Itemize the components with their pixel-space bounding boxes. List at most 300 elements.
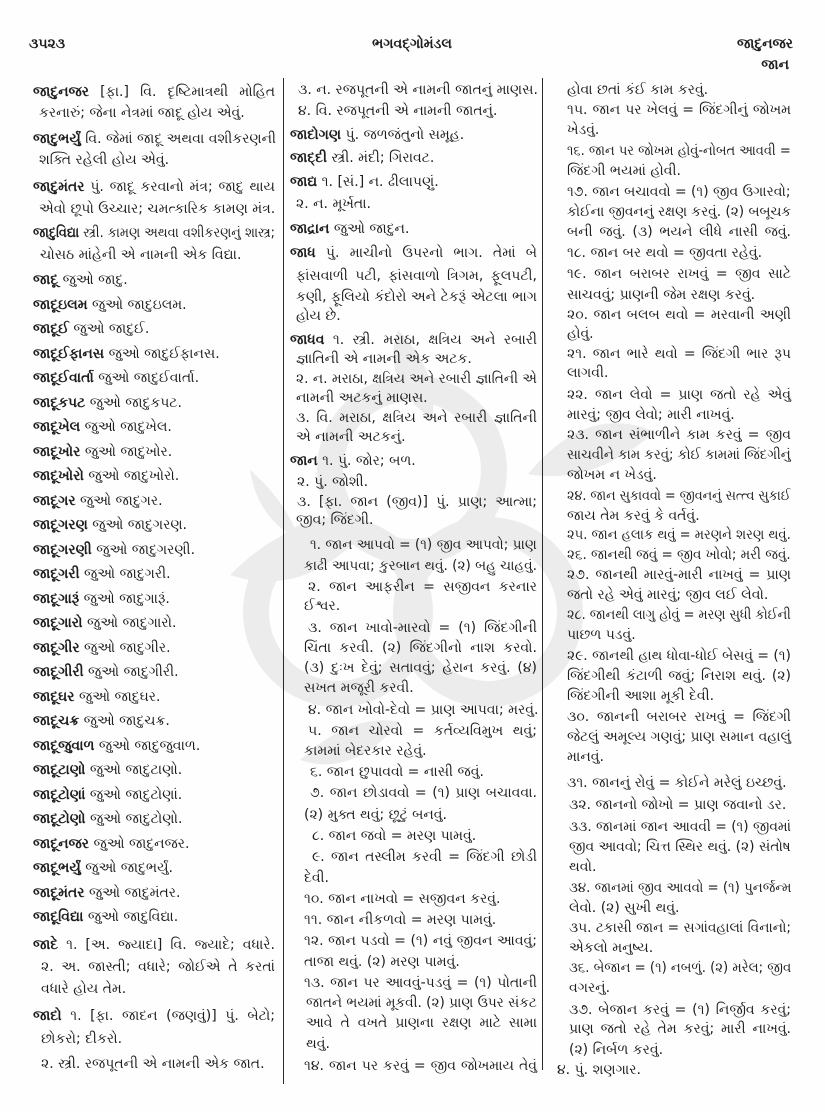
- line-text: ૩૨. જાનનો જોખો = પ્રાણ જવાનો ડર.: [569, 797, 787, 813]
- line-text: જોખમ ન ખેડવું.: [567, 467, 657, 483]
- definition-line: [557, 1060, 791, 1080]
- line-text: જુઓ જાદુઈ.: [68, 321, 150, 337]
- line-text: હોવા છતાં કંઈ કામ કરવું.: [567, 82, 709, 98]
- definition-line: [41, 1029, 275, 1049]
- definition-line: [567, 727, 789, 747]
- headword: જાદુભર્યું: [33, 131, 81, 147]
- definition-line: [567, 506, 791, 526]
- line-text: ૪. જાન ખોવો-દેવો = પ્રાણ આપવા; મરવું.: [308, 702, 539, 718]
- line-text: (૨) મુક્ત થવું; છૂટું બનવું.: [304, 807, 447, 823]
- line-text: ૨૭. જાનથી મારવું-મારી નાખવું = પ્રાણ: [567, 567, 791, 583]
- definition-line: [567, 545, 791, 565]
- dictionary-entry-line: [33, 82, 275, 102]
- headword: જાદૂકપટ: [33, 395, 86, 411]
- headword: જાદૂટોણાં: [33, 787, 86, 803]
- line-text: જાય તેમ કરવું કે વર્તવું.: [567, 508, 700, 524]
- definition-line: [567, 202, 792, 222]
- headword: જાદૂગારો: [33, 615, 83, 631]
- column-right: [557, 0, 792, 1112]
- definition-line: [312, 847, 537, 867]
- definition-line: [567, 305, 791, 325]
- definition-line: [40, 245, 275, 265]
- line-text: ૨. ન. મૂર્ખતા.: [296, 196, 372, 212]
- line-text: ૪. વિ. રજપૂતની એ નામની જાતનું.: [298, 103, 498, 119]
- column-divider-left: [283, 78, 284, 1084]
- line-text: સખત મજૂરી કરવી.: [304, 680, 414, 696]
- definition-line: [297, 492, 537, 512]
- definition-line: [567, 525, 791, 545]
- line-text: ૨૪. જાન સુકાવવો = જીવનનું સત્ત્વ સુકાઈ: [567, 488, 791, 504]
- line-text: ૩૦. જાનની બરાબર રાખવું = જિંદગી: [567, 709, 791, 725]
- definition-line: [304, 952, 537, 972]
- dictionary-entry-line: [33, 907, 275, 927]
- line-text: ૧૩. જાન પર આવવું-પડવું = (૧) પોતાની: [304, 975, 537, 991]
- line-text: એવો છૂપો ઉચ્ચાર; ચમત્કારિક કામણ મંત્ર.: [39, 201, 276, 217]
- dictionary-entry-line: [290, 330, 537, 350]
- line-text: (૨) નિર્બળ કરવું.: [569, 1042, 664, 1058]
- headword: જાદૂચક્ર: [33, 713, 80, 729]
- definition-line: [567, 405, 791, 425]
- headword: જાદૂખેલ: [33, 419, 81, 435]
- headword: જાદૂજુવાળ: [33, 738, 95, 754]
- line-text: ૧૮. જાન બર થવો = જીવતા રહેવું.: [567, 245, 763, 261]
- line-text: ૧૫. જાન પર ખેલવું = જિંદગીનું જોખમ: [567, 102, 791, 118]
- line-text: ૩૫. ટકાસી જાન = સગાંવહાલાં વિનાનો;: [569, 920, 791, 936]
- dictionary-entry-line: [290, 148, 537, 168]
- dictionary-entry-line: [33, 177, 275, 197]
- line-text: જુઓ જાદુમંતર.: [84, 885, 181, 901]
- line-text: જુઓ જાદુખોર.: [80, 444, 173, 460]
- definition-line: [567, 625, 791, 645]
- definition-line: [567, 385, 791, 405]
- line-text: કાઢી આપવા; કુરબાન થવું. (૨) બહુ ચાહવું.: [304, 558, 537, 574]
- definition-line: [567, 80, 791, 100]
- definition-line: [296, 388, 537, 408]
- definition-line: [567, 363, 791, 383]
- line-text: ૯. જાન તસ્લીમ કરવી = જિંદગી છોડી: [312, 849, 537, 865]
- definition-line: [312, 826, 537, 846]
- line-text: ૧૨. જાન પડવો = (૧) નવું જીવન આવવું;: [304, 933, 537, 949]
- definition-line: [308, 700, 537, 720]
- dictionary-entry-line: [33, 687, 275, 707]
- headword: જાદૂનજર: [33, 836, 90, 852]
- definition-line: [308, 577, 537, 597]
- definition-line: [308, 721, 537, 741]
- definition-line: [567, 605, 791, 625]
- line-text: જુઓ જાદુગરણ.: [87, 517, 187, 533]
- line-text: હોવું.: [567, 326, 594, 342]
- line-text: ૧. જાન આપવો = (૧) જીવ આપવો; પ્રાણ: [310, 537, 537, 553]
- line-text: જુઓ જાદુગારૂં.: [79, 591, 170, 607]
- definition-line: [304, 658, 537, 678]
- line-text: ઈશ્વર.: [304, 598, 341, 614]
- line-text: જુઓ જાદુખેલ.: [80, 419, 172, 435]
- line-text: (૩) દુઃખ દેવું; સતાવવું; હેરાન કરવું. (૪): [304, 660, 537, 676]
- definition-line: [567, 686, 791, 706]
- headword: જાદૂવિદ્યા: [33, 909, 84, 925]
- definition-line: [569, 837, 789, 857]
- line-text: ૨૦. જાન બલબ થવો = મરવાની અણી: [567, 307, 791, 323]
- line-text: સ્ત્રી. કામણ અથવા વશીકરણનું શાસ્ત્ર;: [79, 225, 275, 241]
- line-text: જુઓ જાદુનજર.: [89, 836, 190, 852]
- line-text: જ્ઞાતિની એ નામની એક અટક.: [296, 351, 472, 367]
- dictionary-entry-line: [33, 466, 275, 486]
- line-text: ૨૮. જાનથી લાગુ હોવું = મરણ સુધી કોઈની: [567, 607, 791, 623]
- line-text: ૨૯. જાનથી હાથ ધોવા-ધોઈ બેસવું = (૧): [567, 648, 791, 664]
- definition-line: [39, 199, 275, 219]
- dictionary-entry-line: [33, 613, 275, 633]
- headword: જાદે: [33, 937, 59, 953]
- line-text: લાગવી.: [567, 365, 609, 381]
- definition-line: [296, 306, 537, 326]
- definition-line: [296, 427, 537, 447]
- dictionary-entry-line: [33, 223, 275, 243]
- definition-line: [310, 783, 537, 803]
- line-text: જુઓ જાદુગર.: [75, 493, 163, 509]
- line-text: ૧૦. જાન નાખવો = સજીવન કરવું.: [304, 891, 501, 907]
- definition-line: [569, 1000, 791, 1020]
- line-text: જુઓ જાદુગીરી.: [83, 664, 179, 680]
- line-text: જુઓ જાદુઇલમ.: [87, 297, 187, 313]
- definition-line: [569, 938, 791, 958]
- line-text: સ્ત્રી. મંદી; ગિરાવટ.: [326, 150, 435, 166]
- column-left: [33, 0, 275, 1112]
- line-text: જાતને ભયમાં મૂકવી. (૨) પ્રાણ ઉપર સંકટ: [306, 995, 537, 1011]
- definition-line: [567, 747, 791, 767]
- line-text: જુઓ જાદુ.: [58, 272, 128, 288]
- dictionary-entry-line: [33, 1006, 275, 1026]
- definition-line: [296, 194, 537, 214]
- line-text: જુઓ જાદુટોણો.: [85, 811, 183, 827]
- line-text: જિંદગીની આશા મૂકી દેવી.: [567, 688, 715, 704]
- definition-line: [298, 80, 537, 100]
- line-text: જુઓ જાદુભર્યું.: [80, 860, 173, 876]
- definition-line: [569, 918, 791, 938]
- line-text: જુઓ જાદુઘર.: [74, 689, 161, 705]
- dictionary-entry-line: [33, 883, 275, 903]
- line-text: વગરનું.: [569, 980, 611, 996]
- line-text: જુઓ જાદુટોણાં.: [85, 787, 183, 803]
- line-text: જુઓ જાદુટાણો.: [85, 762, 183, 778]
- line-text: ૧. સ્ત્રી. મરાઠા, ક્ષત્રિય અને રબારી: [324, 332, 537, 348]
- line-text: નામની અટકનું માણસ.: [296, 390, 428, 406]
- definition-line: [567, 243, 791, 263]
- definition-line: [304, 556, 537, 576]
- page-number: ૩૫૨૩: [29, 36, 66, 52]
- line-text: પું. જાદૂ કરવાનો મંત્ર; જાદુ થાય: [84, 179, 275, 195]
- definition-line: [567, 773, 791, 793]
- definition-line: [569, 857, 791, 877]
- line-text: [ફા.] વિ. દૃષ્ટિમાત્રથી મોહિત: [89, 84, 275, 100]
- line-text: ૪. પું. શણગાર.: [557, 1062, 641, 1078]
- dictionary-entry-line: [33, 760, 275, 780]
- line-text: જુઓ જાદુગરી.: [79, 566, 171, 582]
- line-text: જુઓ જાદુજુવાળ.: [94, 738, 201, 754]
- headword: જાદૂઈફાનસ: [33, 346, 105, 362]
- definition-line: [567, 565, 791, 585]
- dictionary-entry-line: [33, 442, 275, 462]
- headword: જાદ્રાન: [290, 221, 330, 237]
- line-text: જુઓ જાદુવિદ્યા.: [83, 909, 179, 925]
- definition-line: [304, 1056, 537, 1076]
- definition-line: [304, 931, 537, 951]
- line-text: જુઓ જાદુગીર.: [79, 640, 171, 656]
- headword: જાદો: [33, 1008, 62, 1024]
- line-text: મારવું; જીવ લેવો; મારી નાખવું.: [567, 407, 735, 423]
- line-text: ૧૭. જાન બચાવવો = (૧) જીવ ઉગારવો;: [567, 184, 791, 200]
- definition-line: [567, 141, 791, 161]
- line-text: ૧. [ફા. જાદન (જણવું)] પું. બેટો;: [61, 1008, 275, 1024]
- line-text: ૨. અ. જાસ્તી; વધારે; જોઈએ તે કરતાં: [41, 959, 275, 975]
- definition-line: [304, 889, 537, 909]
- definition-line: [41, 1054, 275, 1074]
- definition-line: [567, 344, 791, 364]
- line-text: ૩૭. બેજાન કરવું = (૧) નિર્જીવ કરવું;: [569, 1002, 791, 1018]
- dictionary-entry-line: [33, 809, 275, 829]
- line-text: ફાંસવાળી પટી, ફાંસવાળો ત્રિગમ, ફૂલપટી,: [296, 268, 537, 284]
- line-text: ૧૬. જાન પર જોખમ હોવું-નોબત આવવી =: [567, 143, 791, 159]
- definition-line: [567, 222, 791, 242]
- headword: જાદૂગરણ: [33, 517, 88, 533]
- line-text: હોય છે.: [296, 308, 341, 324]
- dictionary-entry-line: [33, 834, 275, 854]
- definition-line: [567, 585, 791, 605]
- line-text: જુઓ જાદુન.: [329, 221, 410, 237]
- dictionary-entry-line: [33, 662, 275, 682]
- line-text: પું. જળજંતુનો સમૂહ.: [341, 127, 465, 143]
- line-text: એકલો મનુષ્ય.: [569, 940, 654, 956]
- headword: જાદૂગરી: [33, 566, 80, 582]
- headword: જાદૂગીરી: [33, 664, 84, 680]
- definition-line: [569, 878, 792, 898]
- definition-line: [296, 510, 537, 530]
- line-text: જુઓ જાદુચક્ર.: [79, 713, 170, 729]
- line-text: જીવ આવવો; ચિત્ત સ્થિર થવું. (૨) સંતોષ: [569, 839, 791, 855]
- definition-line: [296, 287, 537, 307]
- line-text: પું. માચીનો ઉપરનો ભાગ. તેમાં બે: [315, 245, 537, 261]
- definition-line: [296, 408, 537, 428]
- dictionary-entry-line: [33, 344, 275, 364]
- column-divider-right: [542, 78, 543, 1070]
- line-text: જતો રહે એવું મારવું; જીવ લઈ લેવો.: [567, 587, 769, 603]
- line-text: કોઈના જીવનનું રક્ષણ કરવું. (૨) બબૂચક: [567, 204, 792, 220]
- definition-line: [304, 805, 537, 825]
- headword: જાદૂઈ: [33, 321, 69, 337]
- line-text: ૮. જાન જવો = મરણ પામવું.: [312, 828, 477, 844]
- dictionary-entry-line: [33, 785, 275, 805]
- line-text: ૨૧. જાન ભારે થવો = જિંદગી ભાર રૂપ: [567, 346, 791, 362]
- dictionary-entry-line: [33, 711, 275, 731]
- headword: જાદૂ: [33, 272, 59, 288]
- definition-line: [304, 596, 537, 616]
- line-text: જેટલું અમૂલ્ય ગણવું; પ્રાણ સમાન વહાલું: [567, 729, 791, 745]
- definition-line: [569, 1040, 791, 1060]
- definition-line: [567, 646, 791, 666]
- line-text: ૩. ન. રજપૂતની એ નામની જાતનું માણસ.: [298, 82, 538, 98]
- definition-line: [298, 101, 537, 121]
- line-text: ૩૩. જાનમાં જાન આવવી = (૧) જીવમાં: [569, 819, 791, 835]
- definition-line: [296, 369, 537, 389]
- line-text: કણી, ફૂલિયો કંદોરો અને ટેકરૂં એટલા ભાગ: [296, 289, 537, 305]
- headword: જાદૂઘર: [33, 689, 75, 705]
- line-text: જુઓ જાદુઈવાર્તા.: [93, 370, 200, 386]
- line-text: ૧૯. જાન બરાબર રાખવું = જીવ સાટે: [567, 266, 791, 282]
- line-text: બની જવું. (૩) ભયને લીધે નાસી જવું.: [567, 224, 791, 240]
- headword: જાદોગણ: [290, 127, 342, 143]
- dictionary-entry-line: [290, 219, 537, 239]
- dictionary-entry-line: [33, 935, 275, 955]
- dictionary-entry-line: [33, 515, 275, 535]
- definition-line: [569, 795, 791, 815]
- dictionary-entry-line: [33, 417, 275, 437]
- line-text: ૩. વિ. મરાઠા, ક્ષત્રિય અને રબારી જ્ઞાતિની: [296, 410, 537, 426]
- definition-line: [41, 957, 275, 977]
- line-text: થવો.: [569, 859, 597, 875]
- dictionary-entry-line: [290, 451, 537, 471]
- dictionary-entry-line: [33, 736, 275, 756]
- headword: જાદૂઈવાર્તા: [33, 370, 94, 386]
- headword: જાન: [290, 453, 318, 469]
- definition-line: [567, 707, 791, 727]
- line-text: ૨. જાન આફરીન = સજીવન કરનાર: [308, 579, 537, 595]
- line-text: ૨૫. જાન હલાક થવું = મરણને શરણ થવું.: [567, 527, 791, 543]
- dictionary-entry-line: [290, 125, 537, 145]
- headword: જાદૂગર: [33, 493, 76, 509]
- line-text: જુઓ જાદુગરણી.: [91, 542, 196, 558]
- definition-line: [567, 465, 791, 485]
- line-text: ૨. ન. મરાઠા, ક્ષત્રિય અને રબારી જ્ઞાતિની એ: [296, 371, 537, 387]
- line-text: ૩. [ફા. જાન (જીવ)] પું. પ્રાણ; આત્મા;: [297, 494, 537, 510]
- line-text: ચિંતા કરવી. (૨) જિંદગીનો નાશ કરવો.: [304, 640, 537, 656]
- line-text: તાજા થવું. (૨) મરણ પામવું.: [304, 954, 460, 970]
- definition-line: [297, 472, 537, 492]
- line-text: કરનારું; જેના નેત્રમાં જાદૂ હોય એવું.: [39, 105, 245, 121]
- line-text: થવું.: [306, 1036, 330, 1052]
- headword: જાદુવિદ્યા: [33, 225, 80, 241]
- definition-line: [569, 817, 791, 837]
- dictionary-entry-line: [33, 491, 275, 511]
- line-text: ૧. પું. જોર; બળ.: [317, 453, 416, 469]
- line-text: સાચવીને કામ કરવું; કોઈ કામમાં જિંદગીનું: [567, 447, 791, 463]
- dictionary-entry-line: [33, 270, 275, 290]
- line-text: જુઓ જાદુગારો.: [82, 615, 177, 631]
- definition-line: [567, 161, 791, 181]
- line-text: ૩૪. જાનમાં જીવ આવવો = (૧) પુનર્જન્મ: [569, 880, 792, 896]
- dictionary-entry-line: [33, 540, 275, 560]
- headword: જાદૂમંતર: [33, 885, 85, 901]
- definition-line: [41, 979, 275, 999]
- column-middle: [290, 0, 537, 1112]
- headword: જાદૂટાણો: [33, 762, 86, 778]
- line-text: ૬. જાન છુપાવવો = નાસી જવું.: [310, 764, 484, 780]
- definition-line: [304, 678, 537, 698]
- definition-line: [39, 103, 275, 123]
- line-text: કામમાં બેદરકાર રહેવું.: [304, 743, 427, 759]
- dictionary-entry-line: [33, 319, 275, 339]
- definition-line: [310, 762, 537, 782]
- definition-line: [310, 535, 537, 555]
- line-text: ૩૧. જાનનું રોવું = કોઈને મરેલું ઇચ્છવું.: [567, 775, 787, 791]
- line-text: જિંદગી ભયમાં હોવી.: [567, 163, 681, 179]
- line-text: જુઓ જાદુકપટ.: [85, 395, 182, 411]
- line-text: શક્તિ રહેલી હોય એવું.: [39, 152, 170, 168]
- dictionary-entry-line: [290, 172, 537, 192]
- definition-line: [567, 445, 791, 465]
- definition-line: [567, 120, 791, 140]
- definition-line: [567, 182, 789, 202]
- line-text: માનવું.: [567, 749, 604, 765]
- headword: જાધવ: [290, 332, 325, 348]
- definition-line: [304, 868, 537, 888]
- dictionary-entry-line: [33, 129, 275, 149]
- line-text: ૩૬. બેજાન = (૧) નબળું. (૨) મરેલ; જીવ: [569, 960, 792, 976]
- headword: જાદૂટોણો: [33, 811, 86, 827]
- line-text: ૨. સ્ત્રી. રજપૂતની એ નામની એક જાત.: [41, 1056, 265, 1072]
- line-text: ૫. જાન ચોરવો = કર્તવ્યવિમુખ થવું;: [308, 723, 537, 739]
- dictionary-entry-line: [290, 243, 537, 263]
- definition-line: [296, 349, 537, 369]
- line-text: વિ. જેમાં જાદૂ અથવા વશીકરણની: [80, 131, 277, 147]
- definition-line: [567, 425, 791, 445]
- line-text: ખેડવું.: [567, 122, 600, 138]
- headword: જાદૂઇલમ: [33, 297, 88, 313]
- definition-line: [39, 150, 275, 170]
- line-text: ૧. [અ. જ્યાદા] વિ. જ્યાદે; વધારે.: [58, 937, 275, 953]
- definition-line: [567, 486, 791, 506]
- headword: જાધ: [290, 245, 316, 261]
- guide-word-first: જાદુનજર: [736, 36, 793, 52]
- dictionary-entry-line: [33, 564, 275, 584]
- headword: જાદૂભર્યું: [33, 860, 81, 876]
- headword: જાદૂગીર: [33, 640, 80, 656]
- definition-line: [567, 264, 791, 284]
- headword: જાદ્ય: [290, 174, 318, 190]
- definition-line: [296, 266, 537, 286]
- dictionary-entry-line: [33, 393, 275, 413]
- definition-line: [567, 100, 791, 120]
- headword: જાદૂખોર: [33, 444, 81, 460]
- definition-line: [306, 1013, 537, 1033]
- definition-line: [567, 324, 791, 344]
- dictionary-entry-line: [33, 295, 275, 315]
- definition-line: [569, 1019, 791, 1039]
- guide-word-last: જાન: [761, 57, 789, 73]
- line-text: ૩. જાન ખાવો-મારવો = (૧) જિંદગીની: [308, 620, 537, 636]
- definition-line: [567, 666, 791, 686]
- line-text: ચોસઠ માંહેની એ નામની એક વિદ્યા.: [40, 247, 242, 263]
- definition-line: [569, 898, 791, 918]
- definition-line: [304, 973, 537, 993]
- headword: જાદ્દી: [290, 150, 327, 166]
- line-text: જુઓ જાદુખોરો.: [83, 468, 180, 484]
- dictionary-entry-line: [33, 638, 275, 658]
- line-text: પ્રાણ જતો રહે તેમ કરવું; મારી નાખવું.: [569, 1021, 791, 1037]
- headword: જાદૂખોરો: [33, 468, 84, 484]
- line-text: એ નામની અટકનું.: [296, 429, 406, 445]
- headword: જાદૂગરણી: [33, 542, 92, 558]
- line-text: ૨૨. જાન લેવો = પ્રાણ જતો રહે એવું: [567, 387, 791, 403]
- line-text: ૨. પું. જોશી.: [297, 474, 369, 490]
- dictionary-entry-line: [33, 858, 275, 878]
- definition-line: [304, 910, 537, 930]
- line-text: આવે તે વખતે પ્રાણના રક્ષણ માટે સામા: [306, 1015, 537, 1031]
- definition-line: [308, 618, 537, 638]
- headword: જાદુનજર: [33, 84, 90, 100]
- definition-line: [304, 741, 537, 761]
- definition-line: [306, 1034, 537, 1054]
- line-text: વધારે હોય તેમ.: [41, 981, 127, 997]
- line-text: છોકરો; દીકરો.: [41, 1031, 123, 1047]
